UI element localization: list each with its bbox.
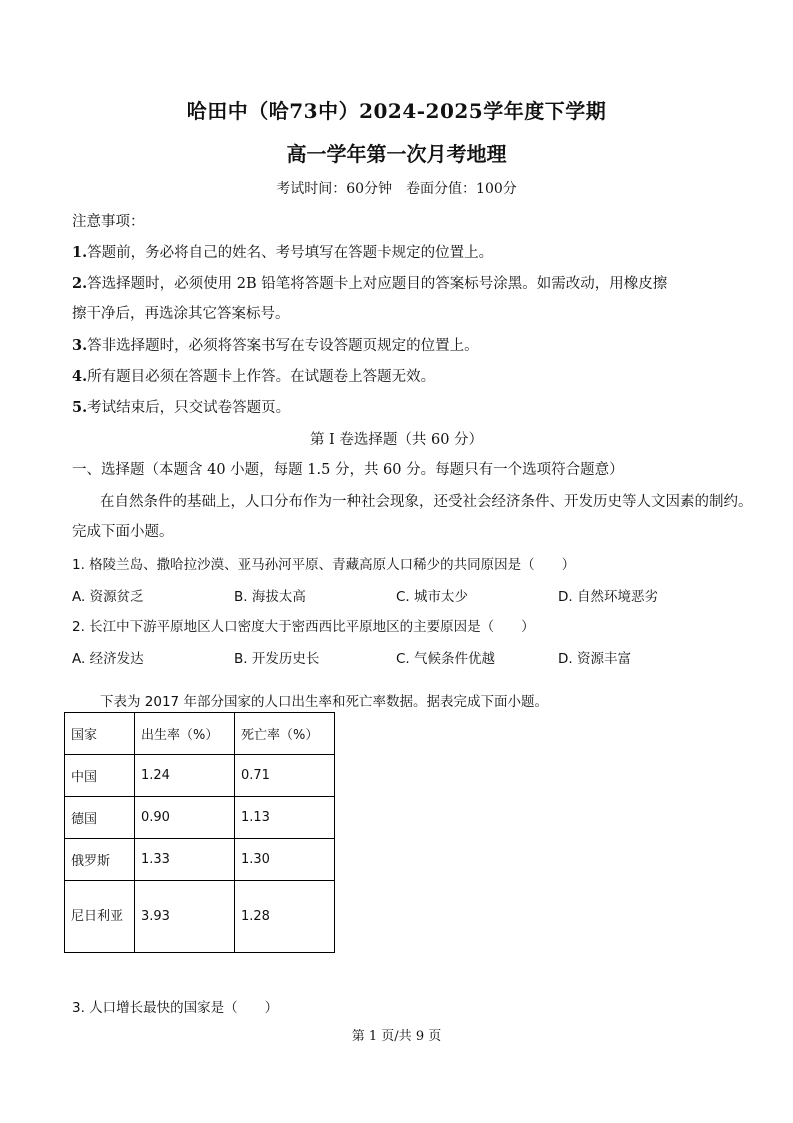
- note-text: 答非选择题时，必须将答案书写在专设答题页规定的位置上。: [87, 338, 479, 354]
- note-item-4: [72, 365, 435, 386]
- notes-heading: 注意事项：: [72, 214, 145, 230]
- table-cell-country: 俄罗斯: [65, 839, 135, 881]
- question-1-option-c: C. 城市太少: [396, 589, 469, 605]
- question-1-option-b: B. 海拔太高: [234, 589, 306, 605]
- note-item-2: [72, 272, 667, 293]
- table-cell-birth-rate: 1.33: [135, 839, 235, 881]
- passage-1-line-2: 完成下面小题。: [72, 524, 174, 540]
- question-2-option-a: A. 经济发达: [72, 651, 144, 667]
- note-text: 所有题目必须在答题卡上作答。在试题卷上答题无效。: [87, 369, 436, 385]
- table-cell-birth-rate: 0.90: [135, 797, 235, 839]
- table-cell-death-rate: 1.13: [235, 797, 335, 839]
- table-cell-death-rate: 0.71: [235, 755, 335, 797]
- exam-subtitle: 高一学年第一次月考地理: [286, 142, 507, 166]
- table-cell-death-rate: 1.30: [235, 839, 335, 881]
- table-header-cell: 出生率（%）: [135, 713, 235, 755]
- question-2-option-b: B. 开发历史长: [234, 651, 320, 667]
- note-item-1: [72, 241, 493, 262]
- question-2-option-d: D. 资源丰富: [558, 651, 631, 667]
- question-3-stem: 3. 人口增长最快的国家是（ ）: [72, 1000, 279, 1016]
- table-cell-country: 德国: [65, 797, 135, 839]
- note-number: 3.: [72, 337, 88, 354]
- note-item-3: [72, 334, 479, 355]
- question-1-option-a: A. 资源贫乏: [72, 589, 144, 605]
- table-cell-death-rate: 1.28: [235, 881, 335, 953]
- table-header-row: [65, 713, 335, 755]
- table-row: [65, 797, 335, 839]
- table-row: [65, 755, 335, 797]
- table-cell-country: 尼日利亚: [65, 881, 135, 953]
- note-item-5: [72, 396, 290, 417]
- note-text: 考试结束后，只交试卷答题页。: [87, 400, 291, 416]
- note-text: 答选择题时，必须使用 2B 铅笔将答题卡上对应题目的答案标号涂黑。如需改动，用橡皮擦: [87, 276, 668, 292]
- question-1-stem: 1. 格陵兰岛、撒哈拉沙漠、亚马孙河平原、青藏高原人口稀少的共同原因是（ ）: [72, 557, 576, 573]
- question-2-stem: 2. 长江中下游平原地区人口密度大于密西西比平原地区的主要原因是（ ）: [72, 619, 535, 635]
- table-header-cell: 死亡率（%）: [235, 713, 335, 755]
- table-header-cell: 国家: [65, 713, 135, 755]
- passage-2: 下表为 2017 年部分国家的人口出生率和死亡率数据。据表完成下面小题。: [100, 694, 548, 710]
- question-2-option-c: C. 气候条件优越: [396, 651, 496, 667]
- section-title: 第 I 卷选择题（共 60 分）: [309, 432, 484, 448]
- table-cell-birth-rate: 1.24: [135, 755, 235, 797]
- note-number: 5.: [72, 399, 88, 416]
- note-number: 1.: [72, 244, 88, 261]
- question-1-option-d: D. 自然环境恶劣: [558, 589, 658, 605]
- table-row: [65, 839, 335, 881]
- note-text: 答题前，务必将自己的姓名、考号填写在答题卡规定的位置上。: [87, 245, 494, 261]
- note-item-2-continued: 擦干净后，再选涂其它答案标号。: [72, 306, 290, 322]
- section-heading: 一、选择题（本题含 40 小题，每题 1.5 分，共 60 分。每题只有一个选项符合题意）: [72, 462, 624, 478]
- exam-title: 哈田中（哈73中）2024-2025学年度下学期: [186, 99, 607, 123]
- note-number: 4.: [72, 368, 88, 385]
- table-cell-country: 中国: [65, 755, 135, 797]
- table-row: [65, 881, 335, 953]
- population-table: [64, 712, 335, 953]
- exam-info: 考试时间：60分钟 卷面分值：100分: [276, 181, 517, 197]
- table-cell-birth-rate: 3.93: [135, 881, 235, 953]
- passage-1-line-1: 在自然条件的基础上，人口分布作为一种社会现象，还受社会经济条件、开发历史等人文因素的制约。: [100, 494, 753, 510]
- note-number: 2.: [72, 275, 88, 292]
- page-footer: 第 1 页/共 9 页: [351, 1029, 442, 1044]
